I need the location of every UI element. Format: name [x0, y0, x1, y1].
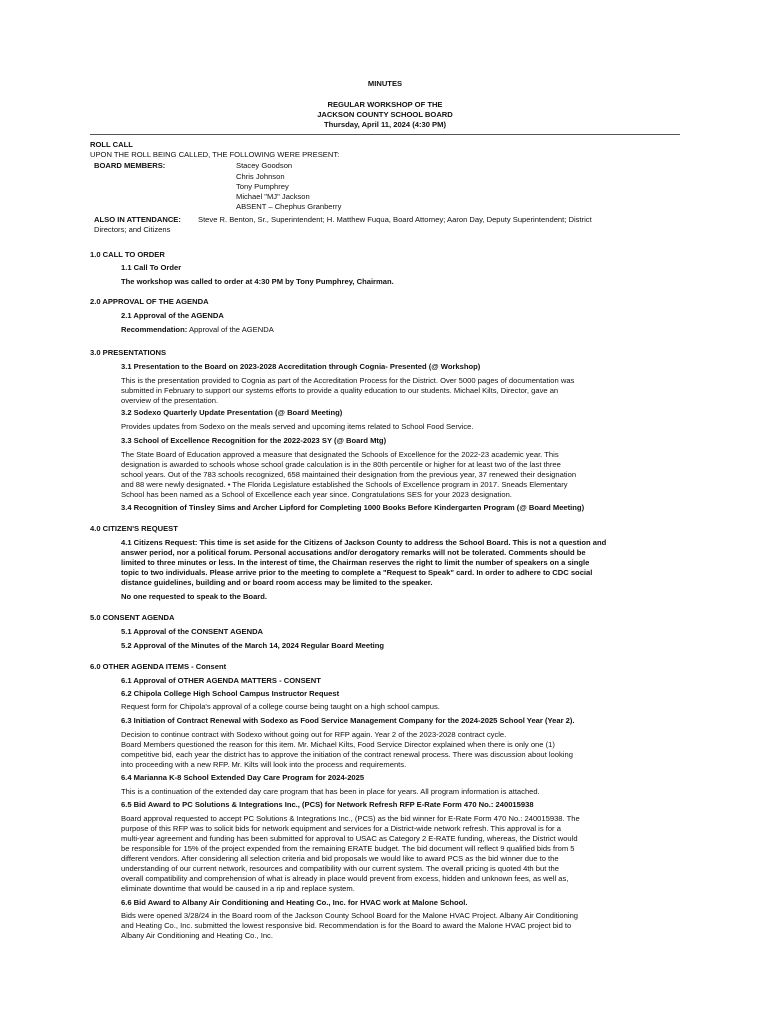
agenda-item-title: 3.2 Sodexo Quarterly Update Presentation (@ Board Meeting) — [121, 408, 343, 417]
roll-call-heading: ROLL CALL — [90, 140, 133, 149]
agenda-item-title: 2.1 Approval of the AGENDA — [121, 311, 224, 320]
agenda-item-text: submitted in February to support our systems efforts to provide a quality education to our students. Michael Kilts, Director, gave an — [121, 386, 559, 395]
agenda-item-text: different vendors. After considering all selection criteria and bid proposals we would like to award PCS as the bid winner due to the — [121, 854, 559, 863]
agenda-item-text: and Heating Co., Inc. submitted the lowest responsive bid. Recommendation is for the Board to award the Malone HVAC project bid to — [121, 921, 572, 930]
agenda-item-title: 6.4 Marianna K-8 School Extended Day Care Program for 2024-2025 — [121, 773, 365, 782]
agenda-item-text: This is a continuation of the extended day care program that has been in place for years. All program information is attached. — [121, 787, 540, 796]
agenda-item-text: designation is awarded to schools whose school grade calculation is in the 80th percentile or higher for at least two of the last three — [121, 460, 561, 469]
meeting-date: Thursday, April 11, 2024 (4:30 PM) — [324, 120, 446, 129]
board-members-label: BOARD MEMBERS: — [94, 161, 166, 170]
agenda-item-title: 3.4 Recognition of Tinsley Sims and Archer Lipford for Completing 1000 Books Before Kindergarten Program (@ Board Meeting) — [121, 503, 585, 512]
board-member: Tony Pumphrey — [236, 182, 289, 191]
attendance-text: Steve R. Benton, Sr., Superintendent; H. Matthew Fuqua, Board Attorney; Aaron Day, Deputy Superintendent; District — [198, 215, 592, 224]
citizens-request-text: answer period, nor a political forum. Personal accusations and/or derogatory remarks will not be tolerated. Comments should be — [121, 548, 586, 557]
citizens-request-text: topic to two individuals. Please arrive prior to the meeting to complete a "Request to Speak" card. In order to adhere to CDC social — [121, 568, 593, 577]
attendance-label: ALSO IN ATTENDANCE: — [94, 215, 181, 224]
agenda-item-text: purpose of this RFP was to solicit bids for network equipment and services for a District-wide network refresh. This approval is for a — [121, 824, 561, 833]
agenda-item-title: 6.5 Bid Award to PC Solutions & Integrations Inc., (PCS) for Network Refresh RFP E-Rate Form 470 No.: 240015938 — [121, 800, 534, 809]
agenda-item-text: The workshop was called to order at 4:30 PM by Tony Pumphrey, Chairman. — [121, 277, 394, 286]
agenda-item-text: Board approval requested to accept PC Solutions & Integrations Inc., (PCS) as the bid winner for E-Rate Form 470 No.: 240015938. The — [121, 814, 580, 823]
header-divider — [90, 134, 680, 135]
board-member: Michael "MJ" Jackson — [236, 192, 310, 201]
agenda-item-text: School has been named as a School of Excellence each year since. Congratulations SES for your 2023 designation. — [121, 490, 512, 499]
section-heading: 1.0 CALL TO ORDER — [90, 250, 165, 259]
agenda-item-text: be responsible for 15% of the project expended from the remaining ERATE budget. The bid document will reflect 9 qualified bids from 5 — [121, 844, 575, 853]
agenda-item-text: Decision to continue contract with Sodexo without going out for RFP again. Year 2 of the 2023-2028 contract cycle. — [121, 730, 507, 739]
agenda-item-text: Albany Air Conditioning and Heating Co., Inc. — [121, 931, 273, 940]
agenda-item-text: overall compatibility and comprehension of what is already in place would prevent from excess, hidden and unknown fees, as well as, — [121, 874, 569, 883]
agenda-item-text: Provides updates from Sodexo on the meals served and upcoming items related to School Food Service. — [121, 422, 474, 431]
board-name: JACKSON COUNTY SCHOOL BOARD — [317, 110, 453, 119]
agenda-item-text: The State Board of Education approved a measure that designated the Schools of Excellence for the 2022-23 academic year. This — [121, 450, 559, 459]
agenda-item-text: This is the presentation provided to Cognia as part of the Accreditation Process for the District. Over 5000 pages of documentation was — [121, 376, 575, 385]
agenda-item-text: school years. Out of the 783 schools recognized, 658 maintained their designation from the previous year, 37 renewed their designation — [121, 470, 577, 479]
roll-call-intro: UPON THE ROLL BEING CALLED, THE FOLLOWING WERE PRESENT: — [90, 150, 340, 159]
agenda-item-title: 6.1 Approval of OTHER AGENDA MATTERS - CONSENT — [121, 676, 321, 685]
agenda-item-text: into proceeding with a new RFP. Mr. Kilts will look into the process and requirements. — [121, 760, 407, 769]
document-title: MINUTES — [367, 79, 403, 88]
agenda-item-title: 6.3 Initiation of Contract Renewal with Sodexo as Food Service Management Company for the 2024-2025 School Year (Year 2). — [121, 716, 575, 725]
agenda-item-text: competitive bid, each year the district has to approve the initiation of the contract renewal process. There was discussion about looking — [121, 750, 573, 759]
citizens-request-result: No one requested to speak to the Board. — [121, 592, 267, 601]
agenda-item-text: eliminate downtime that would be caused in a rip and replace system. — [121, 884, 355, 893]
recommendation-text: Approval of the AGENDA — [187, 325, 274, 334]
attendance-text-cont: Directors; and Citizens — [94, 225, 171, 234]
agenda-item-title: 5.1 Approval of the CONSENT AGENDA — [121, 627, 264, 636]
agenda-item-title: 3.1 Presentation to the Board on 2023-2028 Accreditation through Cognia- Presented (@ Workshop) — [121, 362, 481, 371]
agenda-item-text: multi-year agreement and funding has been submitted for approval to USAC as Category 2 E-RATE funding, whereas, the District would — [121, 834, 578, 843]
agenda-item-title: 6.6 Bid Award to Albany Air Conditioning and Heating Co., Inc. for HVAC work at Malone School. — [121, 898, 468, 907]
recommendation-label: Recommendation: — [121, 325, 188, 334]
board-member: Chris Johnson — [236, 172, 285, 181]
section-heading: 6.0 OTHER AGENDA ITEMS - Consent — [90, 662, 227, 671]
section-heading: 2.0 APPROVAL OF THE AGENDA — [90, 297, 209, 306]
section-heading: 5.0 CONSENT AGENDA — [90, 613, 175, 622]
agenda-item-text: and 88 were newly designated. • The Florida Legislature established the Schools of Excellence program in 2017. Sneads Elementary — [121, 480, 568, 489]
agenda-item-title: 3.3 School of Excellence Recognition for the 2022-2023 SY (@ Board Mtg) — [121, 436, 387, 445]
agenda-item-text: Request form for Chipola's approval of a college course being taught on a high school campus. — [121, 702, 440, 711]
section-heading: 4.0 CITIZEN'S REQUEST — [90, 524, 178, 533]
citizens-request-text: distance guidelines, building and or board room access may be limited to the speaker. — [121, 578, 433, 587]
agenda-item-text: Bids were opened 3/28/24 in the Board room of the Jackson County School Board for the Malone HVAC Project. Albany Air Conditioning — [121, 911, 579, 920]
agenda-item-text: understanding of our current network, resources and compatibility with our current system. The overall pricing is quoted 4th but the — [121, 864, 559, 873]
agenda-item-title: 5.2 Approval of the Minutes of the March 14, 2024 Regular Board Meeting — [121, 641, 385, 650]
section-heading: 3.0 PRESENTATIONS — [90, 348, 167, 357]
board-member-absent: ABSENT – Chephus Granberry — [236, 202, 342, 211]
document-subtitle: REGULAR WORKSHOP OF THE — [327, 100, 443, 109]
agenda-item-text: overview of the presentation. — [121, 396, 219, 405]
agenda-item-text: Board Members questioned the reason for this item. Mr. Michael Kilts, Food Service Director explained when there is only one (1) — [121, 740, 555, 749]
board-member: Stacey Goodson — [236, 161, 293, 170]
agenda-item-title: 1.1 Call To Order — [121, 263, 182, 272]
citizens-request-text: 4.1 Citizens Request: This time is set aside for the Citizens of Jackson County to address the School Board. This is not a question and — [121, 538, 607, 547]
agenda-item-title: 6.2 Chipola College High School Campus Instructor Request — [121, 689, 340, 698]
citizens-request-text: limited to three minutes or less. In the interest of time, the Chairman reserves the right to limit the number of speakers on a single — [121, 558, 590, 567]
recommendation — [121, 325, 274, 336]
